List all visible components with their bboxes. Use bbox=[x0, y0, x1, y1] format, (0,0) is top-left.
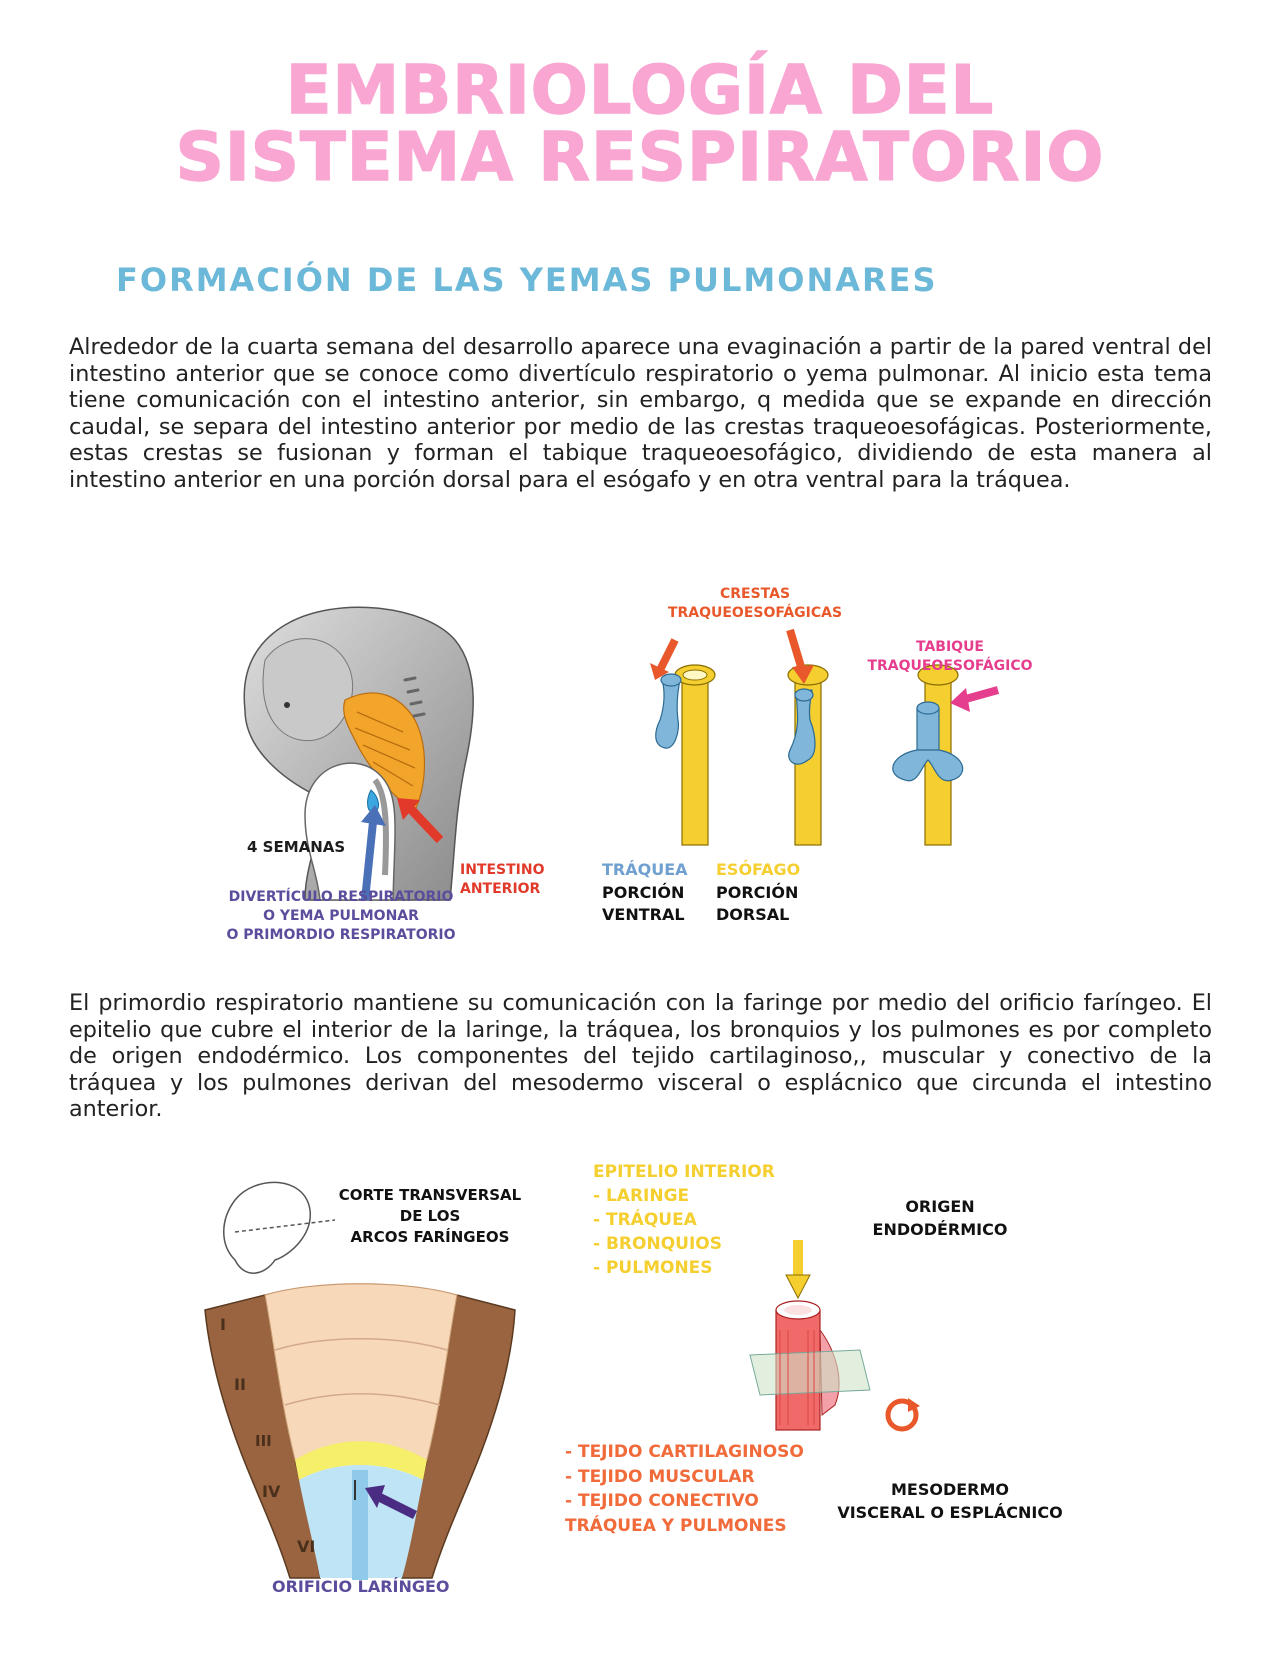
label-septum-line-2: TRAQUEOESOFÁGICO bbox=[867, 658, 1033, 674]
epithelium-item-lungs: - PULMONES bbox=[593, 1258, 713, 1278]
label-laryngeal-orifice: ORIFICIO LARÍNGEO bbox=[272, 1577, 450, 1596]
label-crests bbox=[655, 585, 855, 623]
tissue-item-trachea-lungs: TRÁQUEA Y PULMONES bbox=[565, 1515, 787, 1536]
arch-label-iv: IV bbox=[262, 1482, 281, 1501]
label-origin-line-1: ORIGEN bbox=[905, 1197, 975, 1216]
arch-label-i: I bbox=[220, 1315, 226, 1334]
label-ventral-line-2: VENTRAL bbox=[602, 905, 685, 924]
label-diverticulum-line-1: DIVERTÍCULO RESPIRATORIO bbox=[228, 889, 454, 905]
epithelium-item-bronchi: - BRONQUIOS bbox=[593, 1234, 722, 1254]
epithelium-list bbox=[593, 1160, 775, 1280]
label-crests-line-2: TRAQUEOESOFÁGICAS bbox=[667, 605, 843, 621]
label-dorsal-portion bbox=[716, 882, 798, 926]
label-mesoderm bbox=[830, 1478, 1070, 1524]
tissue-item-muscle: - TEJIDO MUSCULAR bbox=[565, 1466, 755, 1487]
label-septum bbox=[855, 638, 1045, 676]
label-dorsal-line-2: DORSAL bbox=[716, 905, 790, 924]
paragraph-lung-buds: Alrededor de la cuarta semana del desarrollo aparece una evaginación a partir de la pared ventral del intestino anterior que se conoce como divertículo respiratorio o yema pulmonar. Al inicio esta tema tiene comunicación con el intestino anterior, sin embargo, q medida que se expande en dirección caudal, se separa del intestino anterior por medio de las crestas traqueoesofágicas. Posteriormente, estas crestas se fusionan y forman el tabique traqueoesofágico, dividiendo de esta manera al intestino anterior en una porción dorsal para el esógafo y en otra ventral para la tráquea. bbox=[69, 334, 1212, 493]
section-heading: FORMACIÓN DE LAS YEMAS PULMONARES bbox=[116, 261, 938, 299]
label-origin-line-2: ENDODÉRMICO bbox=[872, 1220, 1008, 1239]
label-ventral-portion bbox=[602, 882, 685, 926]
tissue-item-cartilage: - TEJIDO CARTILAGINOSO bbox=[565, 1442, 804, 1462]
label-dorsal-line-1: PORCIÓN bbox=[716, 883, 799, 902]
label-foregut-line-2: ANTERIOR bbox=[460, 881, 541, 897]
label-ventral-line-1: PORCIÓN bbox=[602, 883, 685, 902]
label-esophagus: ESÓFAGO bbox=[716, 860, 801, 879]
arch-label-vi: VI bbox=[297, 1537, 316, 1556]
epithelium-item-larynx: - LARINGE bbox=[593, 1186, 690, 1206]
page-title-line-2: SISTEMA RESPIRATORIO bbox=[175, 118, 1105, 196]
trachea-tube-figure bbox=[750, 1240, 930, 1440]
epithelium-title: EPITELIO INTERIOR bbox=[593, 1162, 775, 1182]
label-4-weeks: 4 SEMANAS bbox=[247, 838, 346, 856]
label-cross-section-line-3: ARCOS FARÍNGEOS bbox=[350, 1228, 510, 1246]
label-diverticulum-line-2: O YEMA PULMONAR bbox=[263, 908, 419, 924]
label-cross-section-line-1: CORTE TRANSVERSAL bbox=[338, 1186, 522, 1204]
label-crests-line-1: CRESTAS bbox=[719, 586, 791, 602]
tissue-list bbox=[565, 1440, 804, 1538]
label-cross-section bbox=[330, 1185, 530, 1248]
label-septum-line-1: TABIQUE bbox=[915, 639, 984, 655]
tissue-item-connective: - TEJIDO CONECTIVO bbox=[565, 1491, 759, 1511]
arch-label-iii: III bbox=[255, 1432, 272, 1450]
label-diverticulum-line-3: O PRIMORDIO RESPIRATORIO bbox=[226, 927, 456, 943]
label-endodermal-origin bbox=[850, 1195, 1030, 1241]
label-mesoderm-line-2: VISCERAL O ESPLÁCNICO bbox=[837, 1503, 1063, 1522]
label-mesoderm-line-1: MESODERMO bbox=[890, 1480, 1010, 1499]
page-title-line-1: EMBRIOLOGÍA DEL bbox=[285, 51, 995, 129]
label-trachea: TRÁQUEA bbox=[602, 860, 688, 879]
epithelium-item-trachea: - TRÁQUEA bbox=[593, 1210, 697, 1230]
label-foregut bbox=[460, 861, 545, 899]
arch-label-ii: II bbox=[234, 1375, 246, 1394]
label-foregut-line-1: INTESTINO bbox=[460, 862, 545, 878]
paragraph-respiratory-primordium: El primordio respiratorio mantiene su comunicación con la faringe por medio del orificio faríngeo. El epitelio que cubre el interior de la laringe, la tráquea, los bronquios y los pulmones es por completo de origen endodérmico. Los componentes del tejido cartilaginoso,, muscular y conectivo de la tráquea y los pulmones derivan del mesodermo visceral o esplácnico que circunda el intestino anterior. bbox=[69, 990, 1212, 1123]
label-cross-section-line-2: DE LOS bbox=[399, 1207, 461, 1225]
label-diverticulum bbox=[226, 888, 456, 945]
